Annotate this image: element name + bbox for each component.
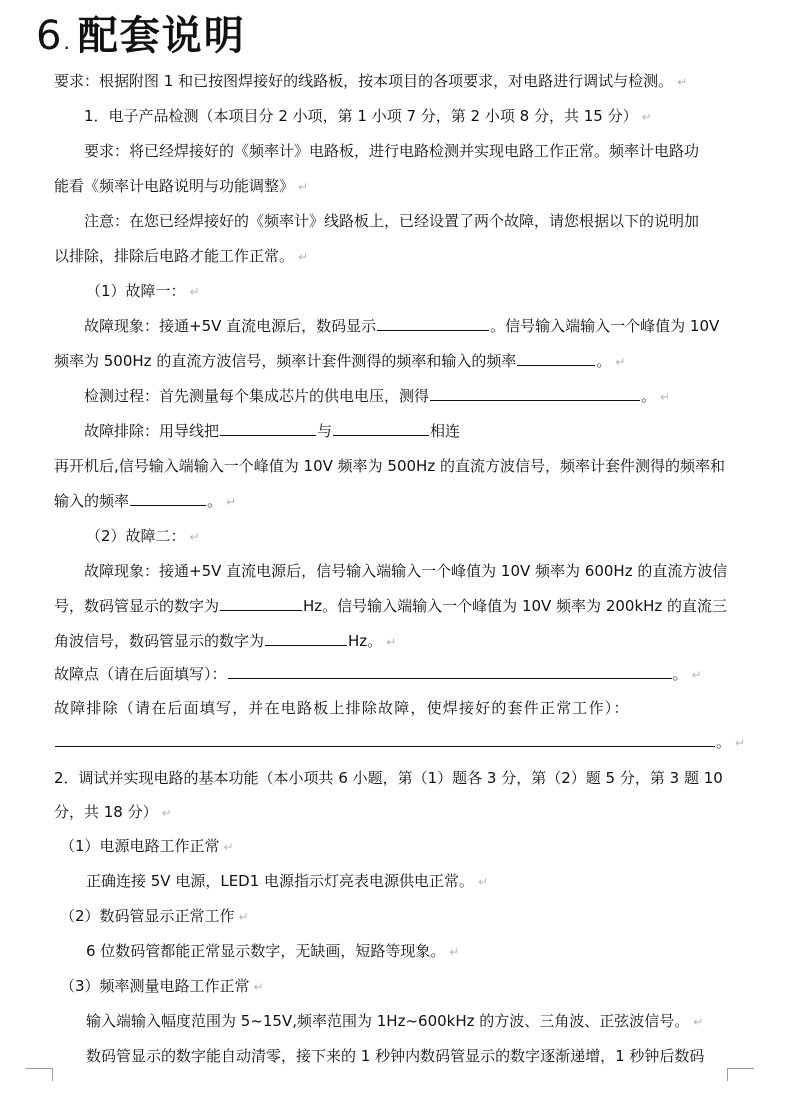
item2-heading: 2．调试并实现电路的基本功能（本小项共 6 小题，第（1）题各 3 分，第（2）题 5 分，第 3 题 10: [54, 769, 723, 787]
paragraph-mark: ↵: [298, 250, 309, 264]
paragraph-mark: ↵: [615, 355, 626, 369]
paragraph-mark: ↵: [189, 285, 200, 299]
paragraph-mark: ↵: [189, 530, 200, 544]
notice: 注意：在您已经焊接好的《频率计》线路板上，已经设置了两个故障，请您根据以下的说明加: [84, 212, 700, 230]
fill-blank-fault-fix[interactable]: [55, 732, 715, 747]
fault2-fix-answer: 。 ↵: [54, 732, 745, 753]
paragraph-mark: ↵: [386, 635, 397, 649]
page-corner-mark-left: [26, 1068, 53, 1081]
subitem-power-desc: 正确连接 5V 电源，LED1 电源指示灯亮表电源供电正常。 ↵: [86, 872, 489, 890]
fault1-symptom-cont: 频率为 500Hz 的直流方波信号，频率计套件测得的频率和输入的频率 。 ↵: [54, 352, 626, 370]
fault1-heading: （1）故障一： ↵: [86, 282, 200, 300]
fill-blank-voltage[interactable]: [430, 386, 640, 401]
fault2-symptom-cont: 号，数码管显示的数字为 Hz。信号输入端输入一个峰值为 10V 频率为 200kHz 的直流三: [54, 597, 728, 615]
item1-heading: 1．电子产品检测（本项目分 2 小项，第 1 小项 7 分，第 2 小项 8 分，共 15 分） ↵: [84, 107, 652, 125]
subitem-power: （1）电源电路工作正常 ↵: [60, 837, 234, 855]
section-title: 配套说明: [77, 13, 246, 59]
subitem-frequency: （3）频率测量电路工作正常 ↵: [60, 977, 264, 995]
paragraph-mark: ↵: [298, 180, 309, 194]
item1-requirement-cont: 能看《频率计电路说明与功能调整》 ↵: [54, 177, 309, 195]
fault2-fix-instruction: 故障排除（请在后面填写，并在电路板上排除故障，使焊接好的套件正常工作）：: [54, 699, 630, 717]
paragraph-mark: ↵: [161, 806, 172, 820]
fault2-symptom: 故障现象：接通+5V 直流电源后，信号输入端输入一个峰值为 10V 频率为 600Hz 的直流方波信: [84, 562, 728, 580]
fill-blank-point-b[interactable]: [333, 421, 429, 436]
fault2-point: 故障点（请在后面填写）： 。 ↵: [54, 665, 702, 683]
fault1-retest-cont: 输入的频率 。 ↵: [54, 492, 237, 510]
paragraph-mark: ↵: [253, 980, 264, 994]
paragraph-mark: ↵: [691, 668, 702, 682]
section-number-dot: .: [63, 30, 72, 54]
page-corner-mark-right: [727, 1068, 754, 1081]
paragraph-mark: ↵: [238, 910, 249, 924]
paragraph-mark: ↵: [226, 495, 237, 509]
fill-blank-display[interactable]: [377, 316, 489, 331]
fault2-heading: （2）故障二： ↵: [86, 527, 200, 545]
subitem-frequency-desc-cont: 数码管显示的数字能自动清零，接下来的 1 秒钟内数码管显示的数字逐渐递增，1 秒钟后数码: [86, 1047, 705, 1065]
paragraph-mark: ↵: [677, 75, 688, 89]
notice-cont: 以排除，排除后电路才能工作正常。 ↵: [54, 247, 309, 265]
item2-heading-cont: 分，共 18 分） ↵: [54, 803, 172, 821]
fault1-retest: 再开机后,信号输入端输入一个峰值为 10V 频率为 500Hz 的直流方波信号，频率计套件测得的频率和: [54, 457, 725, 475]
paragraph-mark: ↵: [449, 945, 460, 959]
section-number: 6: [36, 13, 64, 59]
fault1-symptom: 故障现象：接通+5V 直流电源后，数码显示 。信号输入端输入一个峰值为 10V: [84, 317, 720, 335]
paragraph-mark: ↵: [223, 840, 234, 854]
requirement-intro: 要求：根据附图 1 和已按图焊接好的线路板，按本项目的各项要求，对电路进行调试与检测。 ↵: [54, 72, 688, 90]
subitem-display: （2）数码管显示正常工作 ↵: [60, 907, 249, 925]
paragraph-mark: ↵: [735, 736, 746, 750]
paragraph-mark: ↵: [660, 390, 671, 404]
fault2-symptom-cont2: 角波信号，数码管显示的数字为 Hz。 ↵: [54, 632, 397, 650]
fill-blank-retest-frequency[interactable]: [130, 491, 206, 506]
subitem-display-desc: 6 位数码管都能正常显示数字，无缺画，短路等现象。 ↵: [86, 942, 460, 960]
paragraph-mark: ↵: [693, 1015, 704, 1029]
fill-blank-frequency[interactable]: [517, 351, 595, 366]
fill-blank-display-200khz[interactable]: [265, 631, 347, 646]
fill-blank-point-a[interactable]: [220, 421, 316, 436]
subitem-frequency-desc: 输入端输入幅度范围为 5~15V,频率范围为 1Hz~600kHz 的方波、三角波、正弦波信号。 ↵: [86, 1012, 704, 1030]
fill-blank-display-600hz[interactable]: [220, 596, 302, 611]
section-heading: [36, 4, 246, 61]
fill-blank-fault-point[interactable]: [228, 664, 672, 679]
fault1-fix: 故障排除：用导线把 与 相连: [84, 422, 461, 440]
paragraph-mark: ↵: [478, 875, 489, 889]
item1-requirement: 要求：将已经焊接好的《频率计》电路板，进行电路检测并实现电路工作正常。频率计电路功: [84, 142, 700, 160]
fault1-check: 检测过程：首先测量每个集成芯片的供电电压，测得 。 ↵: [84, 387, 671, 405]
paragraph-mark: ↵: [641, 110, 652, 124]
